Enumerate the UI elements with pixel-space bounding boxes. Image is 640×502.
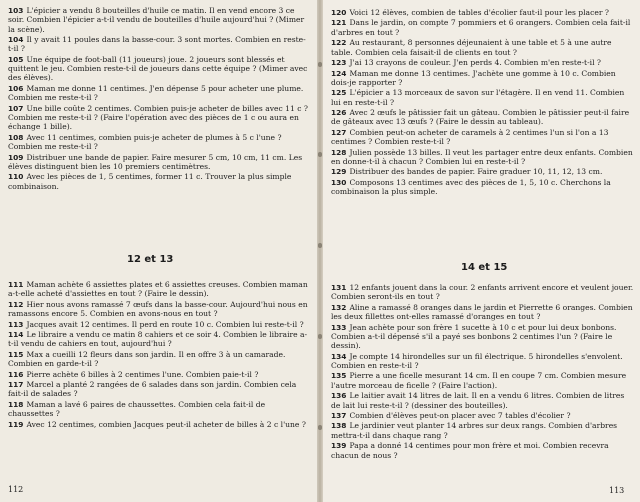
exercise-item (331, 391, 634, 410)
exercise-item (8, 420, 311, 429)
exercise-number: 109 (8, 152, 24, 162)
exercise-text: Papa a donné 14 centimes pour mon frère et moi. Combien recevra chacun de nous ? (331, 441, 609, 460)
exercise-list-12-13 (8, 280, 311, 430)
exercise-number: 112 (8, 299, 24, 309)
exercise-text: Marcel a planté 2 rangées de 6 salades dans son jardin. Combien cela fait-il de salades ? (8, 380, 297, 399)
exercise-item (331, 303, 634, 322)
exercise-number: 108 (8, 132, 24, 142)
binding-stitch (318, 334, 322, 339)
exercise-number: 132 (331, 302, 347, 312)
exercise-item (8, 400, 311, 419)
exercise-item (8, 133, 311, 152)
exercise-item (8, 370, 311, 379)
exercise-item (331, 167, 634, 176)
binding-stitch (318, 62, 322, 67)
exercise-number: 136 (331, 391, 347, 401)
exercise-text: Combien d'élèves peut-on placer avec 7 tables d'écolier ? (349, 410, 571, 420)
exercise-text: Il y avait 11 poules dans la basse-cour. 3 sont mortes. Combien en reste-t-il ? (8, 35, 306, 54)
exercise-text: Distribuer une bande de papier. Faire mesurer 5 cm, 10 cm, 11 cm. Les élèves distinguent bien les 10 premiers centimètres. (8, 152, 303, 171)
exercise-text: Max a cueilli 12 fleurs dans son jardin. Il en offre 3 à un camarade. Combien en garde-t-il ? (8, 349, 286, 369)
exercise-text: Avec 12 centimes, combien Jacques peut-il acheter de billes à 2 c l'une ? (26, 419, 306, 429)
exercise-number: 130 (331, 177, 347, 187)
exercise-item (331, 148, 634, 167)
exercise-number: 117 (8, 380, 24, 390)
exercise-text: Combien peut-on acheter de caramels à 2 centimes l'un si l'on a 13 centimes ? Combien reste-t-il ? (331, 127, 609, 147)
exercise-text: Maman me donne 13 centimes. J'achète une gomme à 10 c. Combien dois-je rapporter ? (331, 68, 616, 87)
exercise-number: 106 (8, 83, 24, 93)
binding-stitch (318, 425, 322, 430)
exercise-text: 12 enfants jouent dans la cour. 2 enfants arrivent encore et veulent jouer. Combien seront-ils en tout ? (331, 283, 634, 302)
exercise-number: 107 (8, 103, 24, 113)
exercise-text: Julien possède 13 billes. Il veut les partager entre deux enfants. Combien en donne-t-il à chacun ? Combien lui en reste-t-il ? (331, 147, 633, 166)
exercise-number: 134 (331, 351, 347, 361)
exercise-number: 103 (8, 6, 24, 15)
exercise-item (8, 55, 311, 83)
exercise-number: 120 (331, 8, 347, 17)
exercise-number: 137 (331, 410, 347, 420)
exercise-text: Une bille coûte 2 centimes. Combien puis-je acheter de billes avec 11 c ? Combien me reste-t-il ? (Faire l'opération avec des pièces de 1 c ou aura en échange 1 bille). (8, 103, 308, 132)
exercise-item (331, 421, 634, 440)
exercise-number: 133 (331, 322, 347, 332)
exercise-number: 125 (331, 88, 347, 98)
exercise-number: 110 (8, 172, 24, 182)
exercise-list-14-15 (331, 283, 634, 461)
exercise-number: 128 (331, 147, 347, 157)
exercise-item (8, 84, 311, 103)
exercise-number: 135 (331, 371, 347, 381)
exercise-text: Jean achète pour son frère 1 sucette à 10 c et pour lui deux bonbons. Combien a-t-il dépensé s'il a payé ses bonbons 2 centimes l'un ? (Faire le dessin). (331, 322, 617, 351)
exercise-number: 127 (331, 127, 347, 137)
exercise-item (8, 380, 311, 399)
exercise-text: Pierre a une ficelle mesurant 14 cm. Il en coupe 7 cm. Combien mesure l'autre morceau de ficelle ? (Faire l'action). (331, 371, 627, 390)
exercise-text: Pierre achète 6 billes à 2 centimes l'une. Combien paie-t-il ? (26, 369, 259, 379)
exercise-item (331, 18, 634, 37)
exercise-number: 104 (8, 35, 24, 45)
exercise-number: 119 (8, 419, 24, 429)
exercise-item (331, 128, 634, 147)
exercise-number: 124 (331, 68, 347, 78)
exercise-item (331, 88, 634, 107)
exercise-item (331, 8, 634, 17)
exercise-text: Je compte 14 hirondelles sur un fil électrique. 5 hirondelles s'envolent. Combien en reste-t-il ? (331, 351, 623, 370)
exercise-item (331, 58, 634, 67)
exercise-number: 131 (331, 283, 347, 292)
exercise-number: 123 (331, 58, 347, 68)
exercise-text: Maman a lavé 6 paires de chaussettes. Combien cela fait-il de chaussettes ? (8, 399, 266, 419)
exercise-item (331, 371, 634, 390)
exercise-number: 113 (8, 319, 24, 329)
exercise-item (331, 441, 634, 460)
exercise-item (8, 320, 311, 329)
exercise-item (331, 283, 634, 302)
exercise-number: 118 (8, 399, 24, 409)
section-heading-12-13: 12 et 13 (127, 254, 174, 265)
exercise-item (331, 178, 634, 197)
exercise-text: Aline a ramassé 8 oranges dans le jardin et Pierrette 6 oranges. Combien les deux fillettes ont-elles ramassé d'oranges en tout ? (331, 302, 633, 322)
exercise-item (331, 352, 634, 371)
exercise-text: Avec 2 œufs le pâtissier fait un gâteau. Combien le pâtissier peut-il faire de gâteaux avec 13 œufs ? (Faire le dessin au tableau). (331, 108, 630, 127)
section-heading-14-15: 14 et 15 (461, 262, 508, 273)
exercise-text: Jacques avait 12 centimes. Il perd en route 10 c. Combien lui reste-t-il ? (26, 319, 304, 329)
exercise-number: 114 (8, 330, 24, 340)
exercise-text: J'ai 13 crayons de couleur. J'en perds 4. Combien m'en reste-t-il ? (349, 58, 602, 68)
binding-stitch (318, 243, 322, 248)
exercise-item (8, 280, 311, 299)
exercise-item (331, 323, 634, 351)
exercise-text: Distribuer des bandes de papier. Faire graduer 10, 11, 12, 13 cm. (349, 167, 603, 177)
exercise-text: L'épicier a 13 morceaux de savon sur l'étagère. Il en vend 11. Combien lui en reste-t-il ? (331, 88, 625, 107)
exercise-item (8, 153, 311, 172)
exercise-text: Avec 11 centimes, combien puis-je acheter de plumes à 5 c l'une ? Combien me reste-t-il ? (8, 132, 282, 152)
exercise-number: 116 (8, 369, 24, 379)
exercise-item (8, 172, 311, 191)
exercise-item (331, 108, 634, 127)
exercise-number: 121 (331, 18, 347, 28)
exercise-item (8, 6, 311, 34)
exercise-text: Une équipe de foot-ball (11 joueurs) joue. 2 joueurs sont blessés et quittent le jeu. Combien reste-t-il de joueurs dans cette équipe ? (Mimer avec des élèves). (8, 54, 308, 83)
exercise-item (8, 35, 311, 54)
exercise-number: 138 (331, 421, 347, 431)
binding-stitch (318, 152, 322, 157)
left-page (0, 0, 319, 502)
exercise-item (331, 38, 634, 57)
exercise-text: Le jardinier veut planter 14 arbres sur deux rangs. Combien d'arbres mettra-t-il dans chaque rang ? (331, 421, 618, 440)
exercise-number: 129 (331, 167, 347, 177)
exercise-text: Voici 12 élèves, combien de tables d'écolier faut-il pour les placer ? (349, 8, 609, 17)
exercise-text: Maman me donne 11 centimes. J'en dépense 5 pour acheter une plume. Combien me reste-t-il ? (8, 83, 304, 103)
exercise-text: L'épicier a vendu 8 bouteilles d'huile ce matin. Il en vend encore 3 ce soir. Combien l'épicier a-t-il vendu de bouteilles d'huile aujourd'hui ? (Mimer la scène). (8, 6, 305, 34)
exercise-text: Le laitier avait 14 litres de lait. Il en a vendu 6 litres. Combien de litres de lait lui reste-t-il ? (dessiner des bouteilles). (331, 391, 625, 410)
exercise-list-12-13-continued (331, 8, 634, 198)
exercise-number: 122 (331, 38, 347, 48)
exercise-text: Au restaurant, 8 personnes déjeunaient à une table et 5 à une autre table. Combien cela faisait-il de clients en tout ? (331, 38, 612, 57)
exercise-item (8, 330, 311, 349)
exercise-number: 139 (331, 441, 347, 451)
page-number: 113 (609, 486, 625, 495)
page-number: 112 (8, 485, 24, 494)
exercise-text: Hier nous avons ramassé 7 œufs dans la basse-cour. Aujourd'hui nous en ramassons encore 5. Combien en avons-nous en tout ? (8, 299, 308, 319)
exercise-text: Composons 13 centimes avec des pièces de 1, 5, 10 c. Cherchons la combinaison la plus simple. (331, 177, 611, 197)
exercise-number: 111 (8, 280, 24, 289)
exercise-item (8, 104, 311, 132)
exercise-number: 126 (331, 108, 347, 118)
exercise-number: 115 (8, 349, 24, 359)
right-page (321, 0, 640, 502)
exercise-text: Le libraire a vendu ce matin 8 cahiers et ce soir 4. Combien le libraire a-t-il vendu de cahiers en tout, aujourd'hui ? (8, 330, 308, 349)
exercise-text: Dans le jardin, on compte 7 pommiers et 6 orangers. Combien cela fait-il d'arbres en tout ? (331, 18, 631, 37)
exercise-item (8, 350, 311, 369)
exercise-number: 105 (8, 54, 24, 64)
exercise-text: Avec les pièces de 1, 5 centimes, former 11 c. Trouver la plus simple combinaison. (8, 172, 292, 191)
exercise-item (8, 300, 311, 319)
exercise-text: Maman achète 6 assiettes plates et 6 assiettes creuses. Combien maman a-t-elle acheté d'assiettes en tout ? (Faire le dessin). (8, 280, 308, 299)
exercise-item (331, 69, 634, 88)
exercise-list-11 (8, 6, 311, 192)
exercise-item (331, 411, 634, 420)
